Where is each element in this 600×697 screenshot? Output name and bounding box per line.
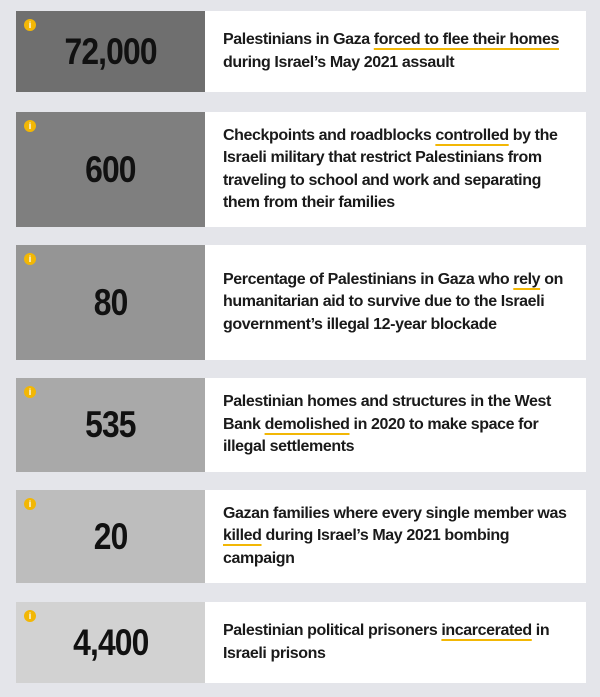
info-icon[interactable]: i: [24, 498, 36, 510]
stat-number-box: [16, 112, 205, 227]
highlight-link[interactable]: forced to flee their homes: [373, 31, 559, 48]
stat-number-box: [16, 11, 205, 92]
stat-description: [205, 602, 586, 683]
highlight-link[interactable]: killed: [223, 527, 262, 545]
stat-card: [16, 11, 586, 92]
desc-text: in Israeli prisons: [223, 622, 550, 662]
stat-number: 20: [93, 515, 128, 557]
info-icon[interactable]: i: [24, 610, 36, 622]
stat-number-box: [16, 490, 205, 583]
stat-number: 4,400: [72, 621, 149, 663]
highlight-link[interactable]: controlled: [435, 126, 509, 144]
stat-card: [16, 378, 586, 472]
desc-text: Gazan families where every single member was: [223, 504, 567, 522]
highlight-link[interactable]: incarcerated: [441, 622, 532, 639]
info-icon[interactable]: i: [24, 253, 36, 265]
highlight-link[interactable]: demolished: [264, 415, 350, 433]
desc-text: during Israel’s May 2021 bombing campaign: [223, 527, 510, 567]
desc-text: Palestinian political prisoners: [223, 622, 442, 639]
stat-number-box: [16, 602, 205, 683]
info-icon[interactable]: i: [24, 386, 36, 398]
desc-text: on humanitarian aid to survive due to the Israeli government’s illegal 12-year blockade: [223, 270, 563, 333]
info-icon[interactable]: i: [24, 19, 36, 31]
stat-card: [16, 490, 586, 583]
desc-text: by the Israeli military that restrict Palestinians from traveling to school and work and separating them from their families: [223, 126, 558, 211]
stat-number-box: [16, 245, 205, 360]
stat-description: [205, 112, 586, 227]
desc-text: Percentage of Palestinians in Gaza who: [223, 270, 514, 288]
stat-card: [16, 602, 586, 683]
stat-description: [205, 490, 586, 583]
stat-description: [205, 378, 586, 472]
stat-number-box: [16, 378, 205, 472]
stat-number: 80: [93, 281, 128, 323]
stat-description: [205, 11, 586, 92]
desc-text: during Israel’s May 2021 assault: [223, 53, 455, 71]
info-icon[interactable]: i: [24, 120, 36, 132]
stat-card: [16, 112, 586, 227]
stat-number: 72,000: [64, 30, 157, 72]
desc-text: Palestinian homes and structures in the West Bank: [223, 393, 551, 433]
desc-text: in 2020 to make space for illegal settlements: [223, 415, 539, 456]
stat-card: [16, 245, 586, 360]
highlight-link[interactable]: rely: [513, 270, 541, 288]
desc-text: Palestinians in Gaza: [223, 31, 374, 48]
stat-number: 535: [85, 404, 136, 445]
stat-number: 600: [85, 148, 136, 190]
stat-description: [205, 245, 586, 360]
desc-text: Checkpoints and roadblocks: [223, 126, 436, 144]
